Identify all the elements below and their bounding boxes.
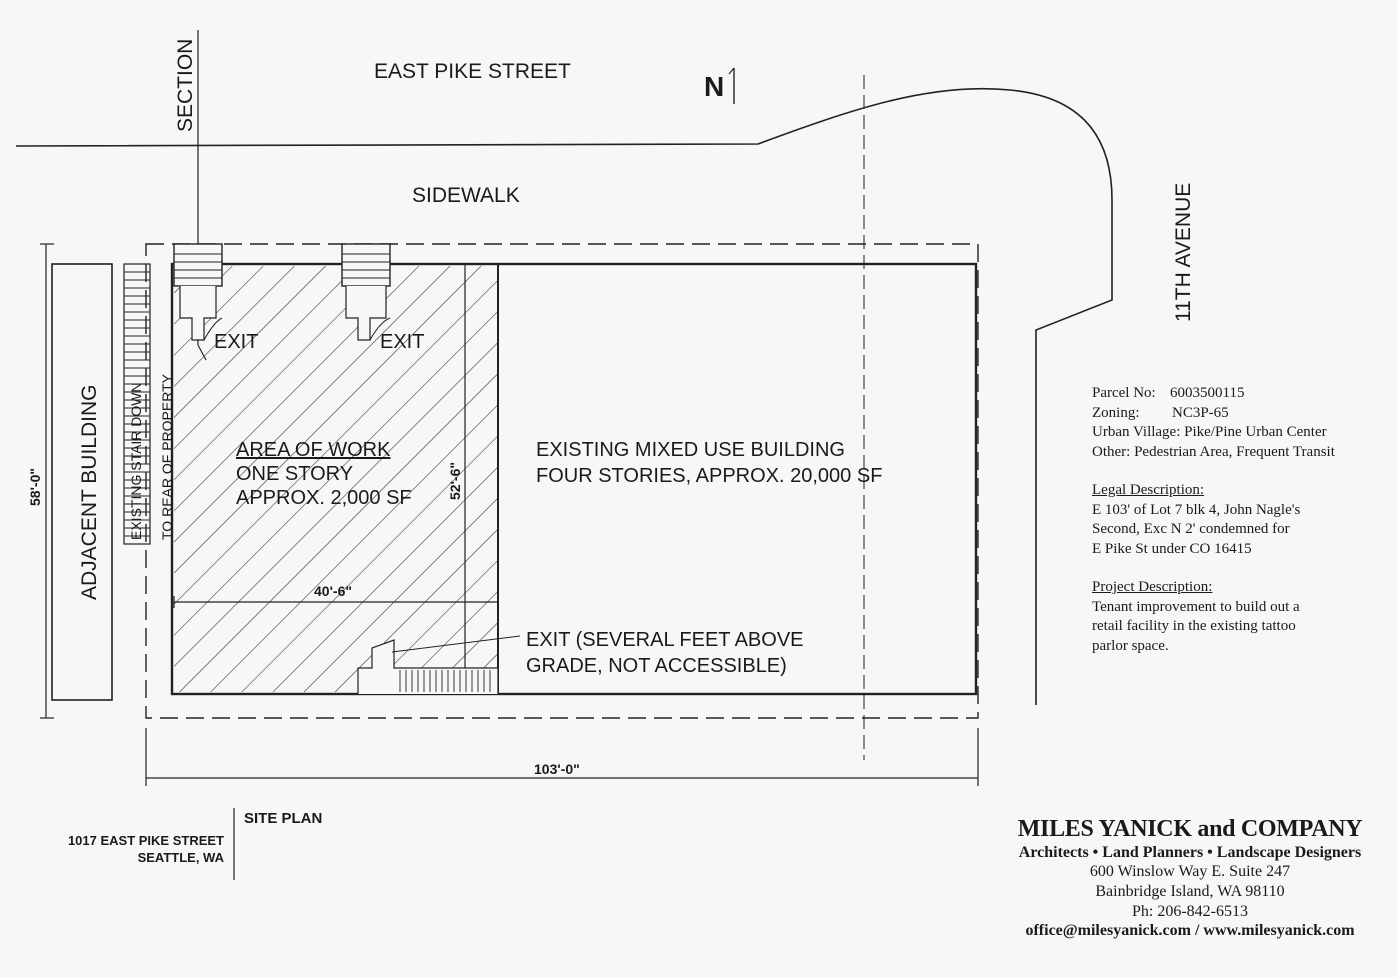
project-line-1: Tenant improvement to build out a [1092,598,1300,615]
company-city: Bainbridge Island, WA 98110 [1095,883,1285,900]
company-phone: Ph: 206-842-6513 [1132,903,1248,920]
existing-label-1: EXISTING MIXED USE BUILDING [536,439,845,461]
village-value: Pike/Pine Urban Center [1184,424,1327,440]
company-services: Architects • Land Planners • Landscape Designers [1018,844,1362,861]
stair-label-2: TO REAR OF PROPERTY [159,374,175,540]
dim-depth: 58'-0" [27,468,43,506]
stair-label-1: EXISTING STAIR DOWN [128,382,144,540]
exit-label-1: EXIT [214,331,259,353]
work-label-3: APPROX. 2,000 SF [236,487,412,509]
company-web: office@milesyanick.com / www.milesyanick.com [1025,922,1355,939]
address-line-2: SEATTLE, WA [137,850,224,865]
section-label: SECTION [174,38,197,132]
zoning-value: NC3P-65 [1172,404,1229,421]
dim-lot-width: 103'-0" [534,761,580,777]
project-address [40,832,224,866]
legal-line-1: E 103' of Lot 7 blk 4, John Nagle's [1092,501,1301,518]
project-heading: Project Description: [1092,579,1213,595]
address-line-1: 1017 EAST PIKE STREET [67,833,224,848]
village-label: Urban Village: [1092,424,1181,440]
parcel-info [1092,384,1392,656]
legal-heading: Legal Description: [1092,482,1205,498]
company-block [994,816,1386,940]
project-line-3: parlor space. [1092,637,1169,654]
dim-work-depth: 52'-6" [447,462,463,500]
parcel-label: Parcel No: [1092,385,1156,401]
dim-work-width: 40'-6" [314,583,352,599]
adjacent-building-label: ADJACENT BUILDING [78,384,101,600]
north-label: N [704,71,725,102]
work-label-1: AREA OF WORK [236,439,391,461]
zoning-label: Zoning: [1092,404,1140,421]
company-street: 600 Winslow Way E. Suite 247 [1089,863,1291,880]
exit-label-3a: EXIT (SEVERAL FEET ABOVE [526,629,804,651]
company-name: MILES YANICK and COMPANY [1017,816,1363,842]
exit-label-3b: GRADE, NOT ACCESSIBLE) [526,655,787,677]
parcel-value: 6003500115 [1170,385,1245,401]
existing-label-2: FOUR STORIES, APPROX. 20,000 SF [536,465,883,487]
sidewalk-label: SIDEWALK [412,184,520,207]
legal-line-2: Second, Exc N 2' condemned for [1092,521,1290,537]
other-value: Pedestrian Area, Frequent Transit [1134,443,1335,460]
avenue-label: 11TH AVENUE [1172,182,1195,322]
project-line-2: retail facility in the existing tattoo [1092,618,1296,634]
legal-line-3: E Pike St under CO 16415 [1092,540,1252,557]
exit-label-2: EXIT [380,331,425,353]
street-label: EAST PIKE STREET [374,60,571,83]
north-arrow [729,68,734,104]
other-label: Other: [1092,443,1131,460]
site-plan-title: SITE PLAN [244,810,323,827]
work-label-2: ONE STORY [236,463,354,485]
